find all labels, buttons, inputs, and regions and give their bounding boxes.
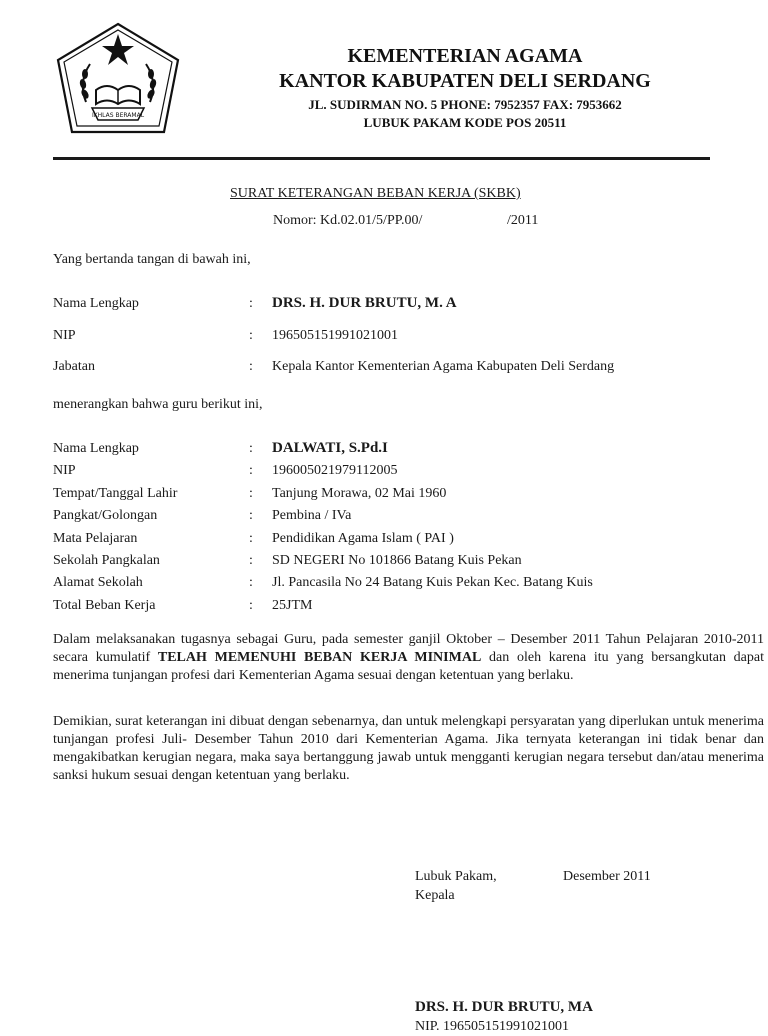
signer-name-value: DRS. H. DUR BRUTU, M. A	[272, 295, 457, 311]
signer-position-label: Jabatan	[53, 359, 95, 374]
office-city: LUBUK PAKAM KODE POS 20511	[363, 115, 567, 130]
header-divider	[53, 157, 710, 160]
teacher-school-label: Sekolah Pangkalan	[53, 553, 160, 568]
teacher-school-value: SD NEGERI No 101866 Batang Kuis Pekan	[272, 553, 522, 568]
letter-number	[273, 213, 422, 229]
colon: :	[249, 359, 253, 374]
letter-number-prefix: Nomor: Kd.02.01/5/PP.00/	[273, 213, 423, 228]
teacher-subject-label: Mata Pelajaran	[53, 531, 138, 546]
paragraph-statement-emphasis: TELAH MEMENUHI BEBAN KERJA MINIMAL	[157, 650, 482, 665]
colon: :	[249, 441, 253, 456]
signer-name-label: Nama Lengkap	[53, 296, 139, 311]
teacher-rank-value: Pembina / IVa	[272, 508, 352, 523]
teacher-workload-value: 25JTM	[272, 598, 313, 613]
svg-text:IKHLAS BERAMAL: IKHLAS BERAMAL	[91, 112, 145, 119]
signature-name: DRS. H. DUR BRUTU, MA	[415, 999, 593, 1015]
signature-nip-clip	[415, 1018, 715, 1034]
middle-line: menerangkan bahwa guru berikut ini,	[53, 397, 263, 412]
colon: :	[249, 575, 253, 590]
signature-nip: NIP. 196505151991021001	[415, 1019, 570, 1034]
teacher-workload-label: Total Beban Kerja	[53, 598, 156, 613]
office-name: KANTOR KABUPATEN DELI SERDANG	[279, 70, 651, 92]
signature-place: Lubuk Pakam,	[415, 869, 497, 884]
teacher-subject-value: Pendidikan Agama Islam ( PAI )	[272, 531, 454, 546]
teacher-nip-value: 196005021979112005	[272, 463, 398, 478]
teacher-birth-label: Tempat/Tanggal Lahir	[53, 486, 178, 501]
teacher-address-value: Jl. Pancasila No 24 Batang Kuis Pekan Kec. Batang Kuis	[272, 575, 593, 590]
colon: :	[249, 531, 253, 546]
paragraph-statement-part2: dan oleh karena itu yang bersangkutan dapat menerima tunjangan profesi dari Kementerian Agama sesuai dengan ketentuan yang berlaku.	[53, 650, 764, 683]
teacher-name-value: DALWATI, S.Pd.I	[272, 440, 388, 456]
signature-date: Desember 2011	[563, 869, 651, 884]
paragraph-closing: Demikian, surat keterangan ini dibuat dengan sebenarnya, dan untuk melengkapi persyaratan yang diperlukan untuk menerima tunjangan profesi Juli- Desember Tahun 2010 dari Kementerian Agama. Jika ternyata keterangan ini tidak benar dan mengakibatkan kerugian negara, maka saya bertanggung jawab untuk mengganti kerugian negara tersebut dan/atau menerima sanksi hukum sesuai dengan ketentuan yang berlaku.	[53, 714, 764, 783]
teacher-nip-label: NIP	[53, 463, 76, 478]
colon: :	[249, 328, 253, 343]
opening-line: Yang bertanda tangan di bawah ini,	[53, 252, 251, 267]
teacher-birth-value: Tanjung Morawa, 02 Mai 1960	[272, 486, 447, 501]
colon: :	[249, 508, 253, 523]
colon: :	[249, 598, 253, 613]
colon: :	[249, 296, 253, 311]
agency-name: KEMENTERIAN AGAMA	[347, 45, 583, 67]
teacher-rank-label: Pangkat/Golongan	[53, 508, 158, 523]
signer-position-value: Kepala Kantor Kementerian Agama Kabupaten Deli Serdang	[272, 359, 615, 374]
ministry-logo	[52, 20, 184, 140]
office-address: JL. SUDIRMAN NO. 5 PHONE: 7952357 FAX: 7953662	[308, 97, 622, 112]
letter-title: SURAT KETERANGAN BEBAN KERJA (SKBK)	[230, 186, 521, 201]
colon: :	[249, 463, 253, 478]
colon: :	[249, 553, 253, 568]
paragraph-statement	[53, 631, 764, 685]
teacher-name-label: Nama Lengkap	[53, 441, 139, 456]
signature-position: Kepala	[415, 888, 455, 903]
letter-number-year: /2011	[507, 213, 539, 228]
teacher-address-label: Alamat Sekolah	[53, 575, 143, 590]
paragraph-statement-part1: Dalam melaksanakan tugasnya sebagai Guru, pada semester ganjil Oktober – Desember 2011 Tahun Pelajaran 2010-2011 secara kumulatif	[53, 632, 764, 665]
signer-nip-label: NIP	[53, 328, 76, 343]
signer-nip-value: 196505151991021001	[272, 328, 398, 343]
colon: :	[249, 486, 253, 501]
